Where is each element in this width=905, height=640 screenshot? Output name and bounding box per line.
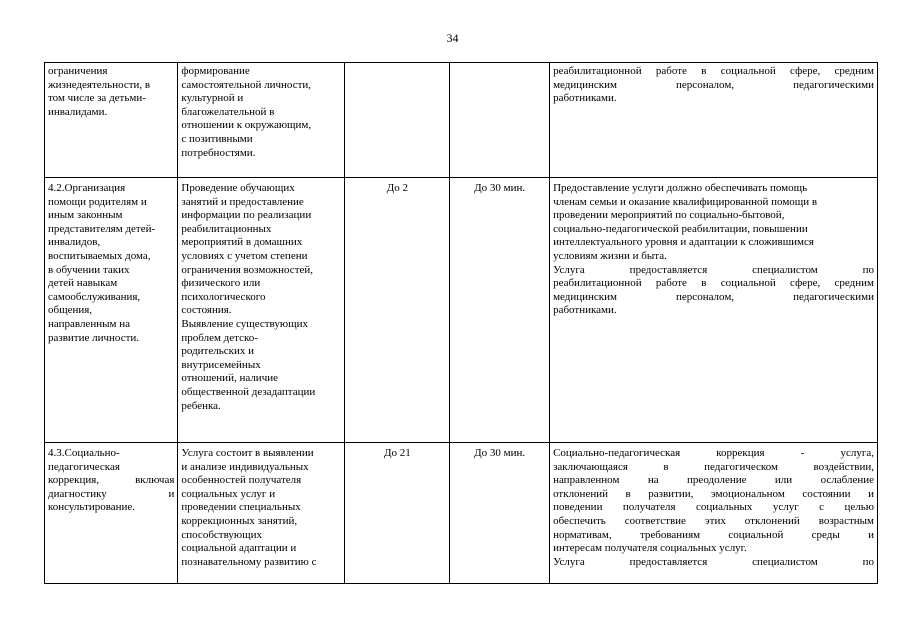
cell-text-line: направленном на преодоление или ослабление xyxy=(553,474,874,487)
cell-text-line: реабилитационной работе в социальной сфере, средним xyxy=(553,277,874,290)
cell-text-line: поведении получателя социальных услуг с целью xyxy=(553,501,874,514)
cell-text-line: психологического xyxy=(181,290,266,303)
cell-text-line: социальных услуг и xyxy=(181,487,276,500)
cell-text-line: работниками. xyxy=(553,92,617,105)
cell-text-line: Выявление существующих xyxy=(181,317,308,330)
cell-text-line: медицинским персоналом, педагогическими xyxy=(553,78,874,91)
cell-text-line: заключающаяся в педагогическом воздействии, xyxy=(553,460,874,473)
cell-text-line: членам семьи и оказание квалифицированной помощи в xyxy=(553,195,818,208)
service-name-cell xyxy=(45,63,178,178)
cell-text-line: направленным на xyxy=(48,317,130,330)
cell-text-line: иным законным xyxy=(48,209,123,222)
cell-text-line: жизнедеятельности, в xyxy=(48,78,151,91)
cell-text-line: нормативам, требованиям социальной среды и xyxy=(553,528,874,541)
cell-text-line: общения, xyxy=(48,304,93,317)
cell-text-line: Услуга состоит в выявлении xyxy=(181,447,314,459)
cell-text-line: детей навыкам xyxy=(48,277,118,290)
cell-text-line: представителям детей- xyxy=(48,222,156,235)
cell-text-line: познавательному развитию с xyxy=(181,555,317,568)
service-conditions-cell xyxy=(550,63,878,178)
service-content-cell xyxy=(178,178,345,443)
service-content-cell xyxy=(178,443,345,584)
cell-text-line: самостоятельной личности, xyxy=(181,78,312,91)
table-row xyxy=(45,443,878,584)
page-number: 34 xyxy=(446,31,459,45)
cell-text-line: отношении к окружающим, xyxy=(181,119,312,132)
cell-text-line: состояния. xyxy=(181,304,232,317)
cell-text-line: инвалидами. xyxy=(48,105,108,118)
cell-text-line: мероприятий в домашних xyxy=(181,236,303,249)
cell-text-line: Предоставление услуги должно обеспечивать помощь xyxy=(553,182,808,194)
cell-text-line: самообслуживания, xyxy=(48,290,141,303)
cell-text-line: ограничения возможностей, xyxy=(181,263,314,276)
service-conditions-cell xyxy=(550,178,878,443)
cell-text-line: интеллектуального уровня и адаптации к сложившимся xyxy=(553,236,814,249)
cell-text-line: ребенка. xyxy=(181,399,221,412)
cell-text-line: физического или xyxy=(181,277,261,290)
cell-text-line: условиям жизни и быта. xyxy=(553,249,667,262)
service-volume-cell xyxy=(345,63,450,178)
cell-text-line: информации по реализации xyxy=(181,209,312,222)
cell-text-line: интересам получателя социальных услуг. xyxy=(553,542,747,555)
cell-text-line: обеспечить соответствие этих отклонений возрастным xyxy=(553,514,874,527)
cell-text-line: коррекция, включая xyxy=(48,474,175,487)
cell-text-line: благожелательной в xyxy=(181,105,275,118)
service-volume-cell: До 21 xyxy=(345,443,450,584)
cell-text-line: социально-педагогической реабилитации, повышении xyxy=(553,222,808,235)
cell-text-line: в обучении таких xyxy=(48,263,130,276)
cell-text-line: коррекционных занятий, xyxy=(181,514,298,527)
service-name-cell xyxy=(45,178,178,443)
cell-text-line: диагностику и xyxy=(48,487,175,500)
cell-text-line: проблем детско- xyxy=(181,331,258,344)
cell-text-line: том числе за детьми- xyxy=(48,92,146,105)
cell-text-line: реабилитационной работе в социальной сфере, средним xyxy=(553,65,874,77)
table-row xyxy=(45,178,878,443)
service-conditions-cell xyxy=(550,443,878,584)
cell-text-line: способствующих xyxy=(181,528,262,541)
service-name-cell xyxy=(45,443,178,584)
cell-text-line: Социально-педагогическая коррекция - услуга, xyxy=(553,447,874,459)
cell-text-line: отклонений в развитии, эмоциональном состоянии и xyxy=(553,487,874,500)
cell-text-line: отношений, наличие xyxy=(181,372,278,385)
cell-text-line: культурной и xyxy=(181,92,244,105)
cell-text-line: помощи родителям и xyxy=(48,195,147,208)
cell-text-line: общественной дезадаптации xyxy=(181,385,316,398)
cell-text-line: условиях с учетом степени xyxy=(181,249,308,262)
cell-text-line: реабилитационных xyxy=(181,222,272,235)
cell-text-line: потребностями. xyxy=(181,146,256,159)
table-row xyxy=(45,63,878,178)
cell-text-line: медицинским персоналом, педагогическими xyxy=(553,290,874,303)
cell-text-line: с позитивными xyxy=(181,132,253,145)
cell-text-line: занятий и предоставление xyxy=(181,195,304,208)
cell-text-line: консультирование. xyxy=(48,501,136,514)
cell-text-line: Услуга предоставляется специалистом по xyxy=(553,263,874,276)
cell-text-line: и анализе индивидуальных xyxy=(181,460,309,473)
cell-text-line: педагогическая xyxy=(48,460,120,473)
cell-text-line: развитие личности. xyxy=(48,331,140,344)
cell-text-line: формирование xyxy=(181,65,250,77)
cell-text-line: проведении мероприятий по социально-бытовой, xyxy=(553,209,785,222)
service-duration-cell xyxy=(450,63,550,178)
service-volume-cell: До 2 xyxy=(345,178,450,443)
cell-text-line: родительских и xyxy=(181,345,255,358)
service-duration-cell: До 30 мин. xyxy=(450,178,550,443)
cell-text-line: внутрисемейных xyxy=(181,358,261,371)
cell-text-line: ограничения xyxy=(48,65,108,77)
services-table xyxy=(44,62,878,584)
service-duration-cell: До 30 мин. xyxy=(450,443,550,584)
cell-text-line: воспитываемых дома, xyxy=(48,249,151,262)
service-content-cell xyxy=(178,63,345,178)
cell-text-line: проведении специальных xyxy=(181,501,301,514)
cell-text-line: инвалидов, xyxy=(48,236,101,249)
cell-text-line: социальной адаптации и xyxy=(181,542,297,555)
cell-text-line: Проведение обучающих xyxy=(181,182,295,194)
cell-text-line: 4.3.Социально- xyxy=(48,447,120,459)
cell-text-line: работниками. xyxy=(553,304,617,317)
cell-text-line: 4.2.Организация xyxy=(48,182,126,194)
cell-text-line: особенностей получателя xyxy=(181,474,302,487)
cell-text-line: Услуга предоставляется специалистом по xyxy=(553,555,874,568)
